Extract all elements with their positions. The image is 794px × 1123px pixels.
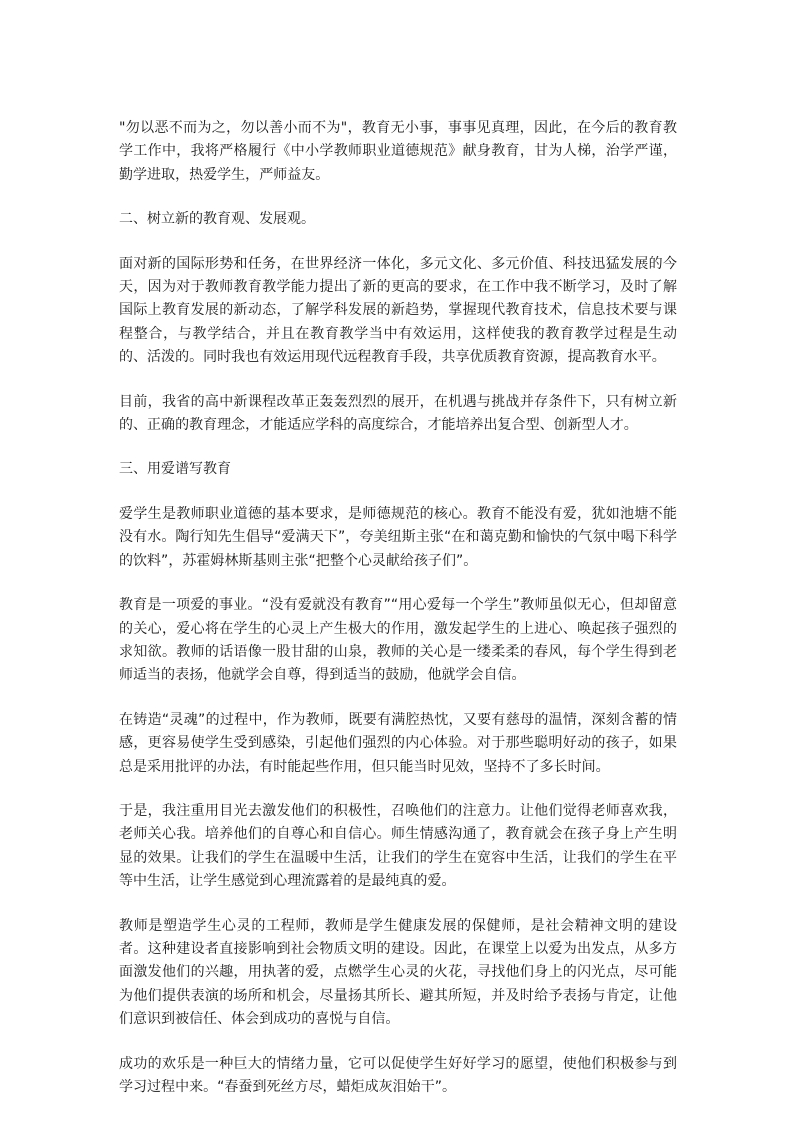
paragraph-4: 爱学生是教师职业道德的基本要求，是师德规范的核心。教育不能没有爱，犹如池塘不能没有水。陶行知先生倡导“爱满天下”，夸美纽斯主张“在和蔼克勤和愉快的气氛中喝下科学的饮料”，苏霍姆林斯基则主张“把整个心灵献给孩子们”。: [119, 505, 677, 569]
paragraph-1: "勿以恶不而为之，勿以善小而不为"，教育无小事，事事见真理，因此，在今后的教育教学工作中，我将严格履行《中小学教师职业道德规范》献身教育，甘为人梯，治学严谨，勤学进取，热爱学生，严师益友。: [119, 120, 677, 183]
document-body: [119, 117, 677, 1099]
paragraph-3: 目前，我省的高中新课程改革正轰轰烈烈的展开，在机遇与挑战并存条件下，只有树立新的、正确的教育理念，才能适应学科的高度综合，才能培养出复合型、创新型人才。: [119, 393, 677, 434]
paragraph-5: 教育是一项爱的事业。“没有爱就没有教育”“用心爱每一个学生”教师虽似无心，但却留意的关心，爱心将在学生的心灵上产生极大的作用，激发起学生的上进心、唤起孩子强烈的求知欲。教师的话语像一股甘甜的山泉，教师的关心是一缕柔柔的春风，每个学生得到老师适当的表扬，他就学会自尊，得到适当的鼓励，他就学会自信。: [119, 597, 677, 684]
paragraph-9: 成功的欢乐是一种巨大的情绪力量，它可以促使学生好好学习的愿望，使他们积极参与到学习过程中来。“春蚕到死丝方尽，蜡炬成灰泪始干”。: [119, 1055, 677, 1095]
paragraph-6: 在铸造“灵魂”的过程中，作为教师，既要有满腔热忱，又要有慈母的温情，深刻含蓄的情感，更容易使学生受到感染，引起他们强烈的内心体验。对于那些聪明好动的孩子，如果总是采用批评的办法，有时能起些作用，但只能当时见效，坚持不了多长时间。: [119, 711, 677, 775]
paragraph-2: 面对新的国际形势和任务，在世界经济一体化，多元文化、多元价值、科技迅猛发展的今天，因为对于教师教育教学能力提出了新的更高的要求，在工作中我不断学习，及时了解国际上教育发展的新动态，了解学科发展的新趋势，掌握现代教育技术，信息技术要与课程整合，与教学结合，并且在教育教学当中有效运用，这样使我的教育教学过程是生动的、活泼的。同时我也有效运用现代远程教育手段，共享优质教育资源，提高教育水平。: [119, 255, 677, 366]
section-heading-3: 三、用爱谱写教育: [119, 461, 231, 478]
paragraph-8: 教师是塑造学生心灵的工程师，教师是学生健康发展的保健师，是社会精神文明的建设者。这种建设者直接影响到社会物质文明的建设。因此，在课堂上以爱为出发点，从多方面激发他们的兴趣，用执著的爱，点燃学生心灵的火花，寻找他们身上的闪光点，尽可能为他们提供表演的场所和机会，尽量扬其所长、避其所短，并及时给予表扬与肯定，让他们意识到被信任、体会到成功的喜悦与自信。: [119, 917, 677, 1028]
section-heading-2: 二、树立新的教育观、发展观。: [119, 211, 315, 228]
paragraph-7: 于是，我注重用目光去激发他们的积极性，召唤他们的注意力。让他们觉得老师喜欢我，老师关心我。培养他们的自尊心和自信心。师生情感沟通了，教育就会在孩子身上产生明显的效果。让我们的学生在温暖中生活，让我们的学生在宽容中生活，让我们的学生在平等中生活，让学生感觉到心理流露着的是最纯真的爱。: [119, 802, 677, 890]
